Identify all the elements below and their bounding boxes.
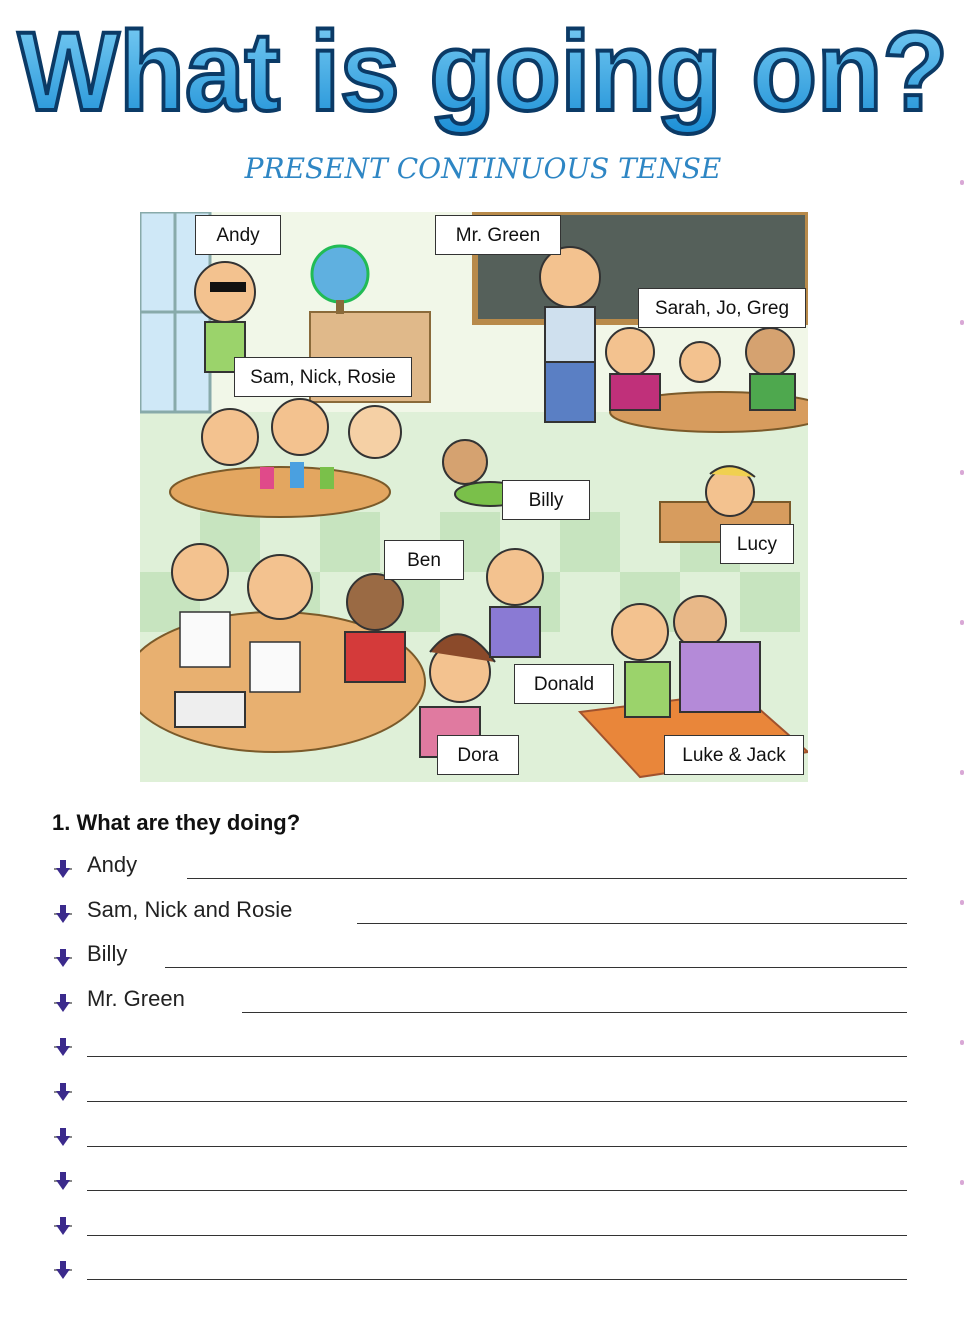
- answer-prompt: Mr. Green: [87, 985, 185, 1011]
- label-luke-jack: Luke & Jack: [664, 735, 804, 775]
- label-andy: Andy: [195, 215, 281, 255]
- answer-row: [52, 1075, 922, 1105]
- answer-line[interactable]: [242, 1012, 907, 1013]
- answer-line[interactable]: [87, 1101, 907, 1102]
- answer-row: [52, 1030, 922, 1060]
- answer-line[interactable]: [87, 1235, 907, 1236]
- answer-row: [52, 897, 922, 927]
- down-arrow-bullet-icon: [52, 1259, 74, 1281]
- answer-line[interactable]: [87, 1056, 907, 1057]
- label-ben: Ben: [384, 540, 464, 580]
- label-billy: Billy: [502, 480, 590, 520]
- answer-line[interactable]: [87, 1190, 907, 1191]
- answer-row: [52, 1253, 922, 1283]
- down-arrow-bullet-icon: [52, 1081, 74, 1103]
- question-heading: 1. What are they doing?: [52, 810, 301, 835]
- answer-row: [52, 1209, 922, 1239]
- subtitle: PRESENT CONTINUOUS TENSE: [244, 152, 722, 185]
- answer-row: [52, 852, 922, 882]
- down-arrow-bullet-icon: [52, 1170, 74, 1192]
- answer-row: [52, 1120, 922, 1150]
- answer-line[interactable]: [87, 1279, 907, 1280]
- label-lucy: Lucy: [720, 524, 794, 564]
- worksheet-title: [0, 0, 966, 150]
- answer-line[interactable]: [187, 878, 907, 879]
- answer-row: [52, 1164, 922, 1194]
- down-arrow-bullet-icon: [52, 992, 74, 1014]
- label-sam-nick-rosie: Sam, Nick, Rosie: [234, 357, 412, 397]
- answer-line[interactable]: [165, 967, 907, 968]
- answer-row: [52, 986, 922, 1016]
- label-mr-green: Mr. Green: [435, 215, 561, 255]
- label-donald: Donald: [514, 664, 614, 704]
- title-text: What is going on?: [18, 9, 948, 134]
- down-arrow-bullet-icon: [52, 858, 74, 880]
- answer-line[interactable]: [357, 923, 907, 924]
- label-sarah-jo-greg: Sarah, Jo, Greg: [638, 288, 806, 328]
- down-arrow-bullet-icon: [52, 903, 74, 925]
- answer-prompt: Andy: [87, 852, 138, 877]
- answer-prompt: Billy: [87, 941, 128, 967]
- answer-line[interactable]: [87, 1146, 907, 1147]
- down-arrow-bullet-icon: [52, 947, 74, 969]
- down-arrow-bullet-icon: [52, 1215, 74, 1237]
- answer-row: [52, 941, 922, 971]
- classroom-illustration: [140, 212, 808, 782]
- down-arrow-bullet-icon: [52, 1036, 74, 1058]
- answer-prompt: Sam, Nick and Rosie: [87, 896, 293, 922]
- label-dora: Dora: [437, 735, 519, 775]
- down-arrow-bullet-icon: [52, 1126, 74, 1148]
